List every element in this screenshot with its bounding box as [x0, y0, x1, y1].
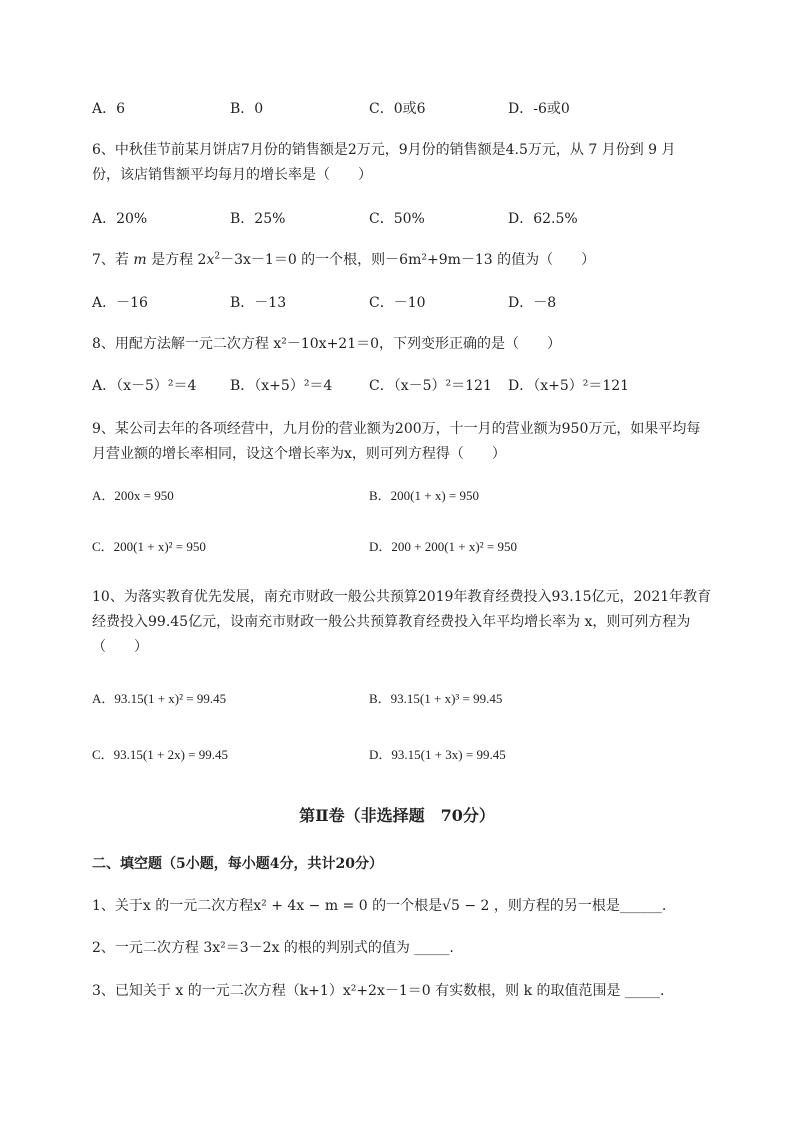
fill-question-3: 3、已知关于 x 的一元二次方程（k+1）x²+2x－1＝0 有实数根，则 k 的取值范围是 _____. — [92, 983, 665, 999]
q7-option-d: D．－8 — [508, 295, 557, 311]
q7-square: 2 — [214, 251, 221, 262]
q6-option-b: B．25% — [230, 211, 286, 227]
q7-mid: 是方程 2 — [151, 252, 207, 268]
q6-option-d: D．62.5% — [508, 211, 578, 227]
q10-option-a: A．93.15(1 + x)² = 99.45 — [92, 691, 227, 706]
q7-rest: －3x－1＝0 的一个根，则－6m²+9m－13 的值为（ ） — [220, 252, 596, 268]
q8-option-c: C．（x－5）²＝121 — [369, 378, 492, 394]
q5-option-a: A．6 — [92, 101, 126, 117]
q6-option-a: A．20% — [92, 211, 148, 227]
q8-option-d: D．（x+5）²＝121 — [508, 378, 630, 394]
q6-stem-line2: 份，该店销售额平均每月的增长率是（ ） — [92, 167, 372, 183]
q5-option-d: D．-6或0 — [508, 101, 570, 117]
q7-var-x: x — [206, 252, 215, 268]
q9-stem-line1: 9、某公司去年的各项经营中，九月份的营业额为200万，十一月的营业额为950万元，如果平均每 — [92, 421, 701, 437]
fill-question-2: 2、一元二次方程 3x²＝3－2x 的根的判别式的值为 _____. — [92, 940, 454, 956]
q6-stem-line1: 6、中秋佳节前某月饼店7月份的销售额是2万元，9月份的销售额是4.5万元，从 7 月份到 9 月 — [92, 142, 676, 158]
q10-stem-line2: 经费投入99.45亿元，设南充市财政一般公共预算教育经费投入年平均增长率为 x，则可列方程为 — [92, 614, 691, 630]
q9-option-d: D．200 + 200(1 + x)² = 950 — [369, 539, 517, 554]
q7-pre: 7、若 — [92, 252, 129, 268]
q5-option-c: C．0或6 — [369, 101, 426, 117]
fill-question-1: 1、关于x 的一元二次方程x² + 4x − m = 0 的一个根是√5 − 2 ，则方程的另一根是______. — [92, 898, 667, 914]
q10-option-b: B．93.15(1 + x)³ = 99.45 — [369, 691, 503, 706]
q7-option-a: A．－16 — [92, 295, 148, 311]
q7-option-b: B．－13 — [230, 295, 287, 311]
part2-heading: 第Ⅱ卷（非选择题 70分） — [299, 806, 495, 825]
q10-option-c: C．93.15(1 + 2x) = 99.45 — [92, 747, 228, 762]
q9-option-a: A．200x = 950 — [92, 488, 174, 503]
q10-stem-line1: 10、为落实教育优先发展，南充市财政一般公共预算2019年教育经费投入93.15亿元，2021年教育 — [92, 589, 712, 605]
q8-stem: 8、用配方法解一元二次方程 x²－10x+21＝0，下列变形正确的是（ ） — [92, 336, 562, 352]
q7-var-m: m — [133, 252, 147, 268]
q9-option-b: B．200(1 + x) = 950 — [369, 488, 479, 503]
q5-option-b: B．0 — [230, 101, 264, 117]
q6-option-c: C．50% — [369, 211, 425, 227]
q7-stem — [92, 251, 595, 269]
q8-option-b: B．（x+5）²＝4 — [230, 378, 333, 394]
fill-blank-section-title: 二、填空题（5小题，每小题4分，共计20分） — [92, 856, 383, 872]
q9-option-c: C．200(1 + x)² = 950 — [92, 539, 206, 554]
q10-stem-line3: （ ） — [92, 639, 148, 655]
q7-option-c: C．－10 — [369, 295, 426, 311]
q8-option-a: A．（x－5）²＝4 — [92, 378, 197, 394]
q9-stem-line2: 月营业额的增长率相同，设这个增长率为x，则可列方程得（ ） — [92, 446, 506, 462]
q10-option-d: D．93.15(1 + 3x) = 99.45 — [369, 747, 506, 762]
